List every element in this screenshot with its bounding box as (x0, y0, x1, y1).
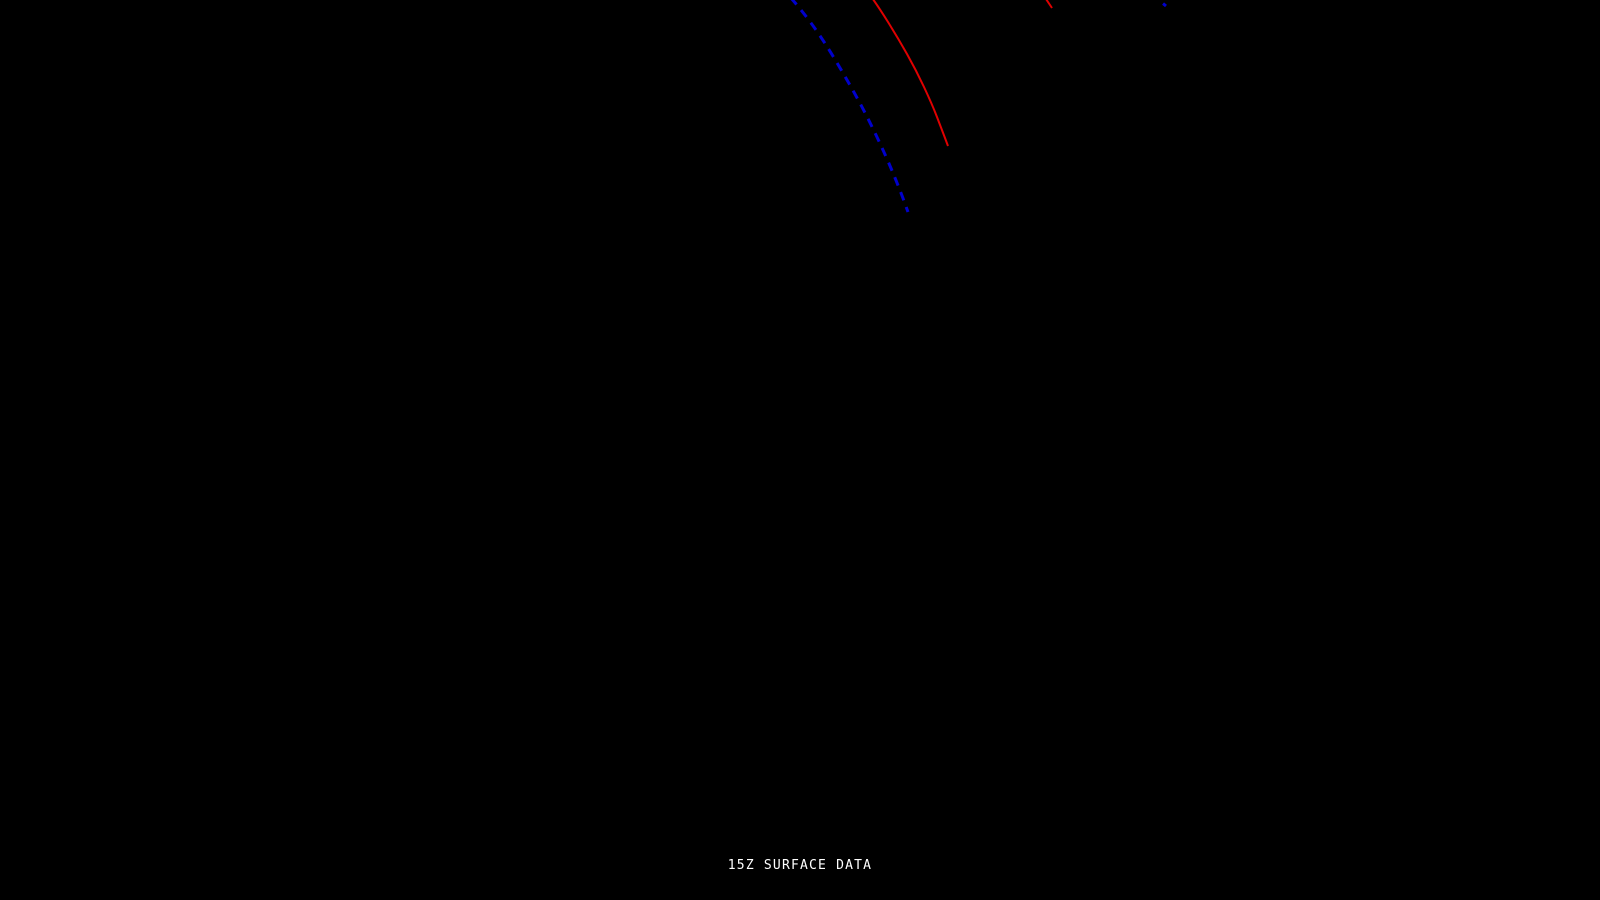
chart-caption: 15Z SURFACE DATA (727, 858, 873, 873)
